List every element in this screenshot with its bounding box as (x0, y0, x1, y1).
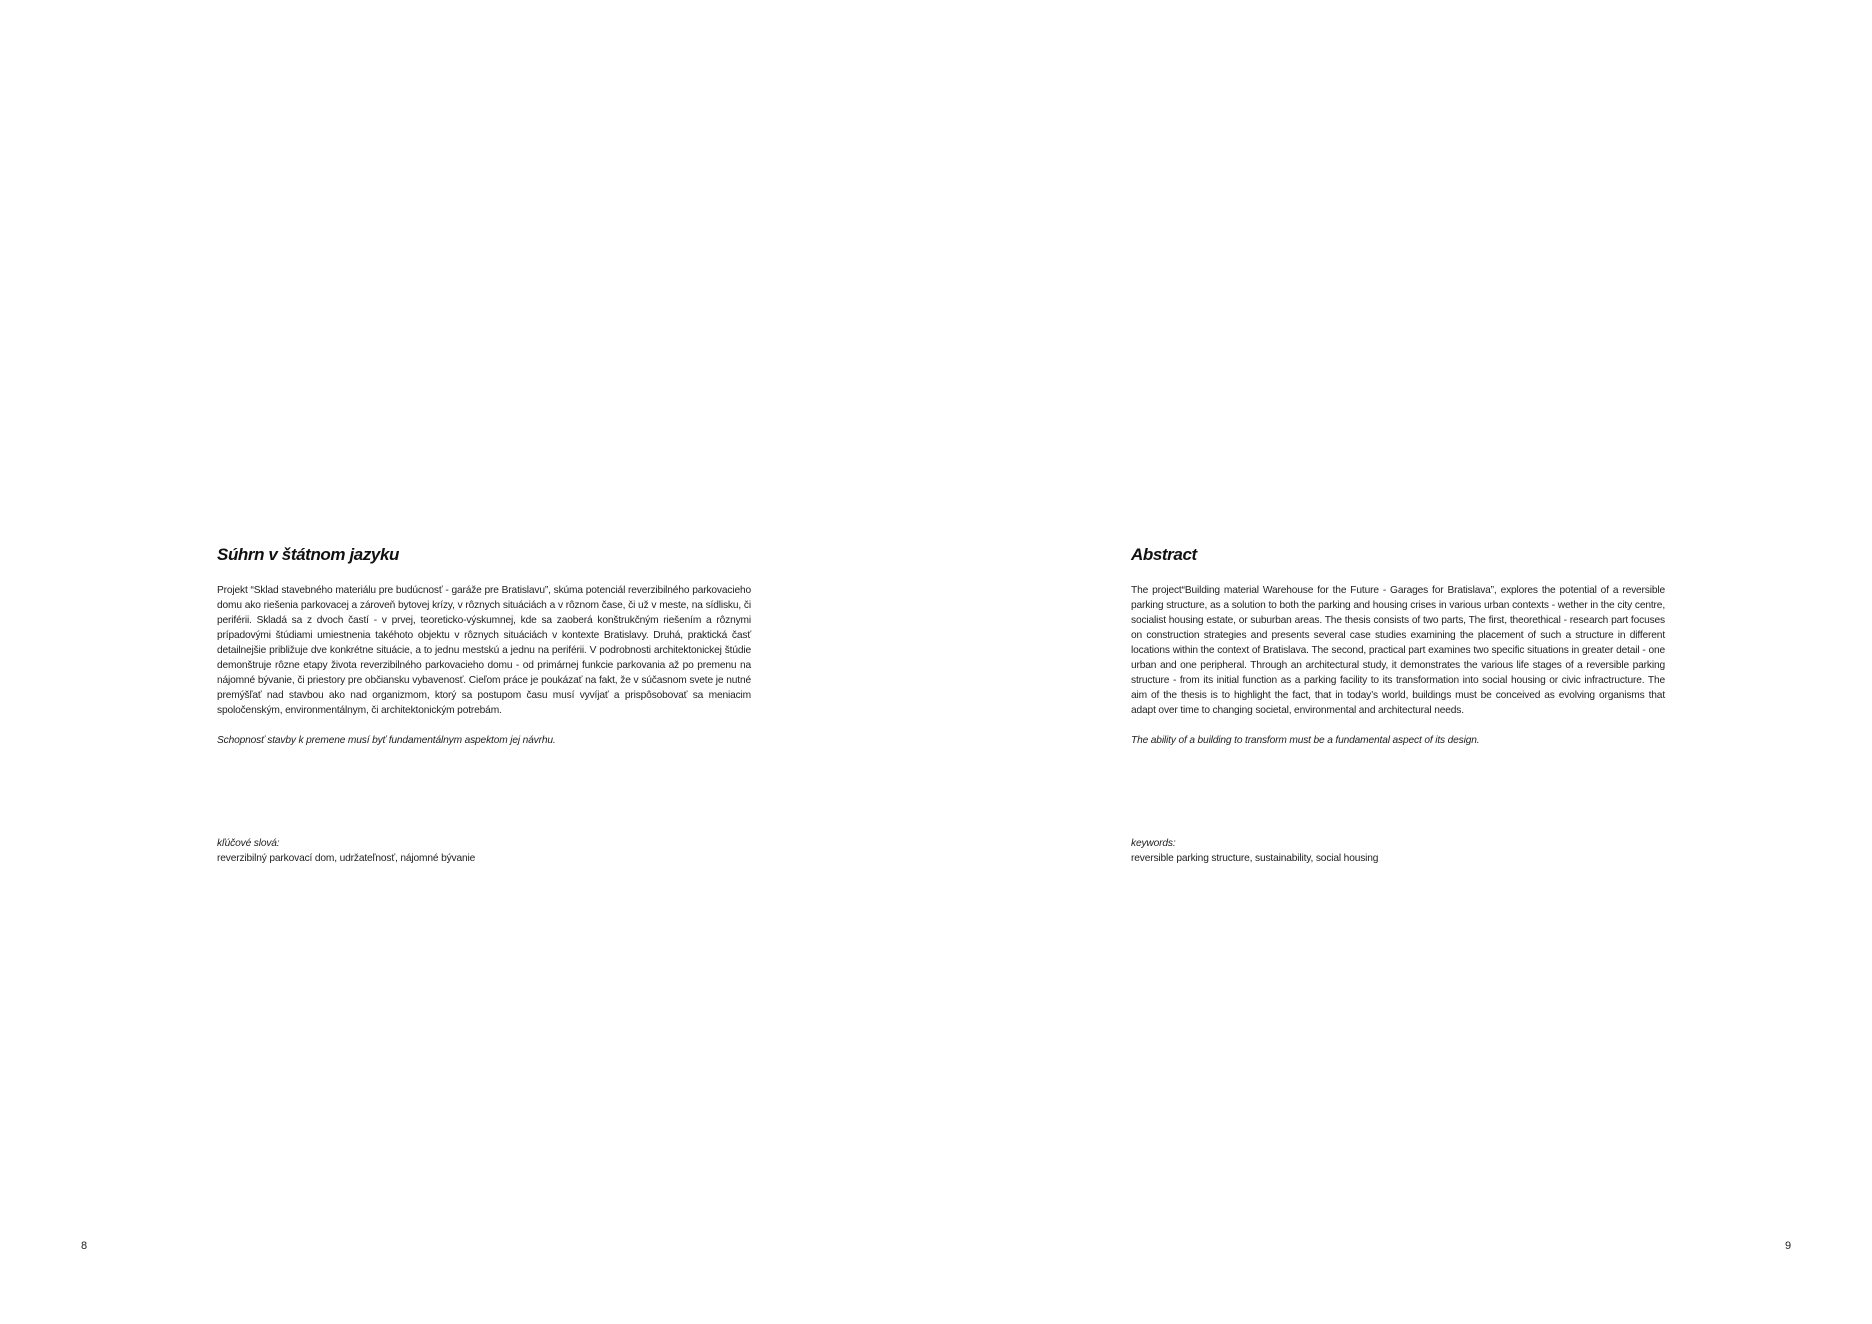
keywords-label: kľúčové slová: (217, 838, 280, 849)
right-page (936, 0, 1872, 1324)
keywords-text: reversible parking structure, sustainability, social housing (1131, 853, 1379, 864)
abstract-keywords (1131, 836, 1665, 866)
page-number: 9 (1785, 1240, 1792, 1252)
summary-heading: Súhrn v štátnom jazyku (217, 545, 400, 564)
summary-keywords (217, 836, 751, 866)
abstract-body: The project“Building material Warehouse for the Future - Garages for Bratislava”, explores the potential of a reversible parking structure, as a solution to both the parking and housing crises in various urban contexts - wether in the city centre, socialist housing estate, or suburban areas. The thesis consists of two parts, The first, theorethical - research part focuses on construction strategies and presents several case studies examining the placement of such a structure in different locations within the context of Bratislava. The second, practical part examines two specific situations in greater detail - one urban and one peripheral. Through an architectural study, it demonstrates the various life stages of a reversible parking structure - from its initial function as a parking facility to its transformation into social housing or civic infractructure. The aim of the thesis is to highlight the fact, that in today’s world, buildings must be conceived as evolving organisms that adapt over time to changing societal, environmental and architectural needs. (1131, 585, 1665, 716)
abstract-heading: Abstract (1131, 545, 1197, 564)
summary-section (217, 544, 751, 748)
abstract-section (1131, 544, 1665, 748)
abstract-quote: The ability of a building to transform must be a fundamental aspect of its design. (1131, 735, 1480, 746)
keywords-label: keywords: (1131, 838, 1176, 849)
page-number: 8 (81, 1240, 88, 1252)
summary-quote: Schopnosť stavby k premene musí byť fundamentálnym aspektom jej návrhu. (217, 735, 556, 746)
keywords-text: reverzibilný parkovací dom, udržateľnosť, nájomné bývanie (217, 853, 476, 864)
summary-body: Projekt “Sklad stavebného materiálu pre budúcnosť - garáže pre Bratislavu”, skúma potenciál reverzibilného parkovacieho domu ako riešenia parkovacej a zároveň bytovej krízy, v rôznych situáciách a v rôznom čase, či už v meste, na sídlisku, či periférii. Skladá sa z dvoch častí - v prvej, teoreticko-výskumnej, kde sa zaoberá konštrukčným riešením a rôznymi prípadovými štúdiami umiestnenia takéhoto objektu v rôznych situáciách v kontexte Bratislavy. Druhá, praktická časť detailnejšie približuje dve konkrétne situácie, a to jednu mestskú a jednu na periférii. V podrobnosti architektonickej štúdie demonštruje rôzne etapy života reverzibilného parkovacieho domu - od primárnej funkcie parkovania až po premenu na nájomné bývanie, či priestory pre občiansku vybavenosť. Cieľom práce je poukázať na fakt, že v súčasnom svete je nutné premýšľať nad stavbou ako nad organizmom, ktorý sa postupom času musí vyvíjať a prispôsobovať sa meniacim spoločenským, environmentálnym, či architektonickým potrebám. (217, 585, 751, 716)
